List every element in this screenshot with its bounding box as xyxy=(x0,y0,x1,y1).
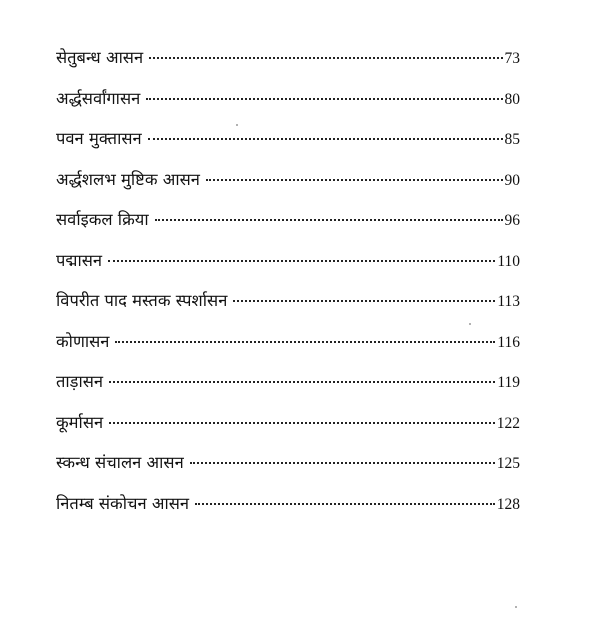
page-number: 122 xyxy=(496,414,520,432)
entry-title: विपरीत पाद मस्तक स्पर्शासन xyxy=(56,291,228,310)
toc-entry xyxy=(56,38,520,79)
scan-speck xyxy=(515,606,517,608)
toc-entry xyxy=(56,119,520,160)
dot-leader xyxy=(190,462,495,464)
dot-leader xyxy=(115,341,495,343)
toc-entry xyxy=(56,241,520,282)
entry-title: कोणासन xyxy=(56,331,110,351)
entry-title: स्कन्ध संचालन आसन xyxy=(56,453,184,472)
page-number: 116 xyxy=(497,333,520,351)
scan-speck xyxy=(236,124,238,126)
entry-title: सर्वाइकल क्रिया xyxy=(56,210,149,229)
toc-entry xyxy=(56,200,520,241)
page-number: 110 xyxy=(497,252,520,270)
page-number: 125 xyxy=(496,455,520,472)
toc-entry xyxy=(56,443,520,484)
dot-leader xyxy=(155,219,503,221)
entry-title: नितम्ब संकोचन आसन xyxy=(56,493,190,513)
page-number: 90 xyxy=(504,171,520,189)
scan-speck xyxy=(469,323,471,325)
page-number: 73 xyxy=(504,50,520,67)
toc-entry xyxy=(56,79,520,120)
dot-leader xyxy=(146,98,502,100)
dot-leader xyxy=(109,381,495,383)
page-number: 113 xyxy=(497,293,520,310)
page-number: 85 xyxy=(504,131,520,148)
toc-entry xyxy=(56,362,520,403)
entry-title: ताड़ासन xyxy=(56,372,104,391)
entry-title: अर्द्धसर्वांगासन xyxy=(56,88,141,108)
dot-leader xyxy=(206,179,503,181)
entry-title: पद्मासन xyxy=(56,250,103,270)
entry-title: अर्द्धशलभ मुष्टिक आसन xyxy=(56,169,200,189)
entry-title: पवन मुक्तासन xyxy=(56,129,142,148)
dot-leader xyxy=(195,503,495,505)
dot-leader xyxy=(109,422,495,424)
page-number: 96 xyxy=(504,212,520,229)
toc-entry xyxy=(56,484,520,525)
toc-entry xyxy=(56,403,520,444)
dot-leader xyxy=(148,138,503,140)
dot-leader xyxy=(108,260,495,262)
page-number: 128 xyxy=(496,495,520,513)
entry-title: कूर्मासन xyxy=(56,412,104,432)
entry-title: सेतुबन्ध आसन xyxy=(56,48,144,67)
page-number: 119 xyxy=(497,374,520,391)
dot-leader xyxy=(233,300,495,302)
page-number: 80 xyxy=(504,90,520,108)
toc-entry xyxy=(56,322,520,363)
table-of-contents xyxy=(56,38,520,524)
dot-leader xyxy=(149,57,502,59)
toc-entry xyxy=(56,281,520,322)
toc-entry xyxy=(56,160,520,201)
